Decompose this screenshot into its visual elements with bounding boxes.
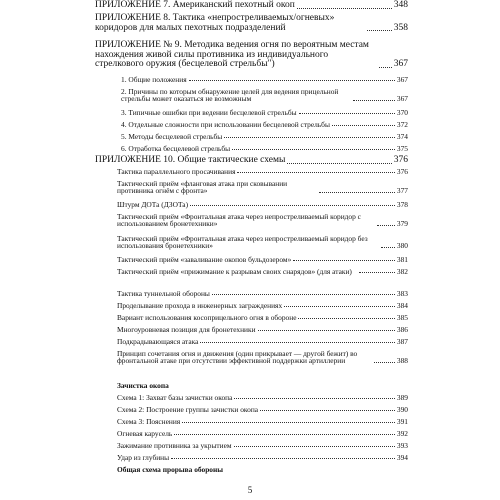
toc-entry-text: Схема 3: Пояснения	[117, 417, 181, 426]
toc-page-number: 378	[396, 200, 408, 209]
toc-page-number: 379	[396, 219, 408, 229]
toc-entry-text: 3. Типичные ошибки при ведении бесцелевой стрельбы	[121, 108, 297, 117]
toc-entry	[117, 442, 408, 449]
toc-entry	[117, 268, 408, 275]
toc-leader-dots	[232, 149, 395, 150]
toc-leader-dots	[299, 113, 395, 114]
toc-page-number: 394	[396, 453, 408, 462]
toc-entry-text: Подкрадывающаяся атака	[117, 337, 199, 346]
toc-page-number: 381	[396, 255, 408, 264]
toc-leader-dots	[353, 100, 395, 101]
toc-entry-text: Схема 1: Захват базы зачистки окопа	[117, 393, 233, 402]
toc-page-number: 392	[396, 429, 408, 438]
toc-entry	[121, 121, 408, 128]
toc-leader-dots	[359, 272, 395, 273]
toc-page-number: 367	[396, 75, 408, 84]
toc-entry-text: Тактический приём «заваливание окопов бульдозером»	[117, 255, 292, 264]
toc-page-number: 385	[396, 313, 408, 322]
toc-entry-text: Тактика параллельного просачивания	[117, 167, 236, 176]
toc-section-heading	[117, 382, 408, 389]
toc-entry-text: Тактический приём «Фронтальная атака через непростреливаемый коридор без использования бронетехники»	[117, 234, 368, 251]
toc-entry	[117, 213, 408, 228]
toc-entry	[117, 235, 408, 250]
toc-page-number: 393	[396, 441, 408, 450]
toc-leader-dots	[367, 30, 392, 31]
toc-page-number: 387	[396, 337, 408, 346]
toc-entry-text: Зажимание противника за укрытием	[117, 441, 232, 450]
toc-entry	[117, 201, 408, 208]
toc-leader-dots	[293, 260, 395, 261]
toc-page-number: 380	[396, 241, 408, 251]
toc-page-number: 391	[396, 417, 408, 426]
toc-entry	[117, 430, 408, 437]
toc-page-number: 383	[396, 289, 408, 298]
toc-leader-dots	[287, 163, 391, 164]
toc-entry	[117, 256, 408, 263]
toc-entry	[117, 168, 408, 175]
toc-entry-text: ПРИЛОЖЕНИЕ 8. Тактика «непростреливаемых/огневых» коридоров для малых пехотных подразделений	[95, 13, 335, 33]
toc-page-number: 376	[393, 155, 408, 165]
toc-entry	[95, 1, 408, 11]
toc-page-number: 382	[396, 267, 408, 276]
toc-page-number: 375	[396, 144, 408, 153]
toc-entry-text: Тактический приём «прижимание к разрывам своих снарядов» (для атаки)	[117, 267, 352, 276]
toc-leader-dots	[212, 294, 395, 295]
toc-page-number: 367	[393, 59, 408, 69]
toc-entry	[117, 394, 408, 401]
toc-page-number: 367	[396, 94, 408, 104]
toc-entry	[117, 314, 408, 321]
toc-entry	[117, 454, 408, 461]
toc-entry-text: 1. Общие положения	[121, 75, 187, 84]
toc-page-number: 388	[396, 356, 408, 366]
toc-leader-dots	[234, 398, 395, 399]
toc-entry	[117, 180, 408, 195]
toc-leader-dots	[381, 247, 395, 248]
toc-entry	[117, 418, 408, 425]
page-number: 5	[247, 485, 253, 495]
toc-entry-text: ПРИЛОЖЕНИЕ 10. Общие тактические схемы	[95, 155, 286, 165]
toc-entry-text: Вариант использования косоприцельного огня в обороне	[117, 313, 297, 322]
toc-leader-dots	[182, 422, 395, 423]
toc-entry-text: Тактика туннельной обороны	[117, 289, 210, 298]
toc-page-number: 376	[396, 167, 408, 176]
toc-leader-dots	[200, 342, 394, 343]
toc-entry	[121, 133, 408, 140]
toc-entry-text: Удар из глубины	[117, 453, 170, 462]
toc-entry	[95, 156, 408, 166]
toc-page-number: 377	[396, 186, 408, 196]
toc-leader-dots	[379, 67, 392, 68]
toc-page-number: 389	[396, 393, 408, 402]
toc-entry	[121, 145, 408, 152]
toc-entry	[117, 338, 408, 345]
toc-leader-dots	[174, 434, 395, 435]
toc-entry	[117, 350, 408, 365]
toc-leader-dots	[171, 458, 395, 459]
toc-page-number: 386	[396, 325, 408, 334]
toc-leader-dots	[298, 318, 394, 319]
toc-leader-dots	[297, 8, 392, 9]
toc-leader-dots	[258, 330, 395, 331]
toc-entry-text: Зачистка окопа	[117, 381, 169, 390]
toc-leader-dots	[284, 306, 395, 307]
toc-page-number: 374	[396, 132, 408, 141]
toc-entry	[95, 41, 408, 70]
toc-leader-dots	[377, 225, 395, 226]
toc-leader-dots	[319, 192, 395, 193]
toc-leader-dots	[237, 172, 394, 173]
toc-entry	[117, 406, 408, 413]
toc-entry-text: Принцип сочетания огня и движения (один прикрывает — другой бежит) во фронтальной атаке при отсутствии эффективной поддержки артиллерии	[117, 349, 358, 366]
toc-entry-text: 6. Отработка бесцелевой стрельбы	[121, 144, 231, 153]
toc-entry-text: Многоуровневая позиция для бронетехники	[117, 325, 256, 334]
toc-leader-dots	[260, 410, 395, 411]
toc-entry-text: 5. Методы бесцелевой стрельбы	[121, 132, 223, 141]
toc-leader-dots	[189, 80, 395, 81]
toc-page-number: 370	[396, 108, 408, 117]
toc-entry	[121, 109, 408, 116]
toc-section-heading	[117, 466, 408, 473]
toc-entry	[95, 14, 408, 33]
toc-entry-text: Штурм ДОТа (ДЗОТа)	[117, 200, 189, 209]
toc-entry	[117, 290, 408, 297]
toc-entry-text: Схема 2: Построение группы зачистки окопа	[117, 405, 259, 414]
toc-entry-text: Огневая карусель	[117, 429, 173, 438]
toc-page-number: 348	[393, 0, 408, 10]
toc-entry-text: 2. Причины по которым обнаружение целей для ведения прицельной стрельбы может оказаться не возможным	[121, 87, 339, 104]
toc-page-number: 358	[393, 22, 408, 33]
toc-entry	[121, 88, 408, 103]
toc-leader-dots	[224, 137, 395, 138]
toc-leader-dots	[374, 362, 395, 363]
toc-entry-text: ПРИЛОЖЕНИЕ № 9. Методика ведения огня по вероятным местам нахождения живой силы противника из индивидуального стрелкового оружия (бесцелевой стрельбы")	[95, 40, 369, 69]
toc-entry	[121, 76, 408, 83]
toc-entry	[117, 326, 408, 333]
toc-entry-text: ПРИЛОЖЕНИЕ 7. Американский пехотный окоп	[95, 0, 295, 10]
toc-entry-text: Общая схема прорыва обороны	[117, 465, 224, 474]
toc-entry-text: Тактический приём «Фронтальная атака через непростреливаемый коридор с использованием бронетехники»	[117, 212, 361, 229]
toc-entry	[117, 302, 408, 309]
toc-page-number: 372	[396, 120, 408, 129]
toc-entry-text: Тактический приём «фланговая атака при сковывании противника огнём с фронта»	[117, 179, 288, 196]
toc-entry-text: 4. Отдельные сложности при использовании бесцелевой стрельбы	[121, 120, 330, 129]
toc-page-number: 384	[396, 301, 408, 310]
toc-entry-text: Проделывание прохода в инженерных заграждениях	[117, 301, 283, 310]
toc-page-number: 390	[396, 405, 408, 414]
toc-leader-dots	[234, 446, 395, 447]
toc-leader-dots	[190, 205, 395, 206]
toc-leader-dots	[332, 125, 395, 126]
